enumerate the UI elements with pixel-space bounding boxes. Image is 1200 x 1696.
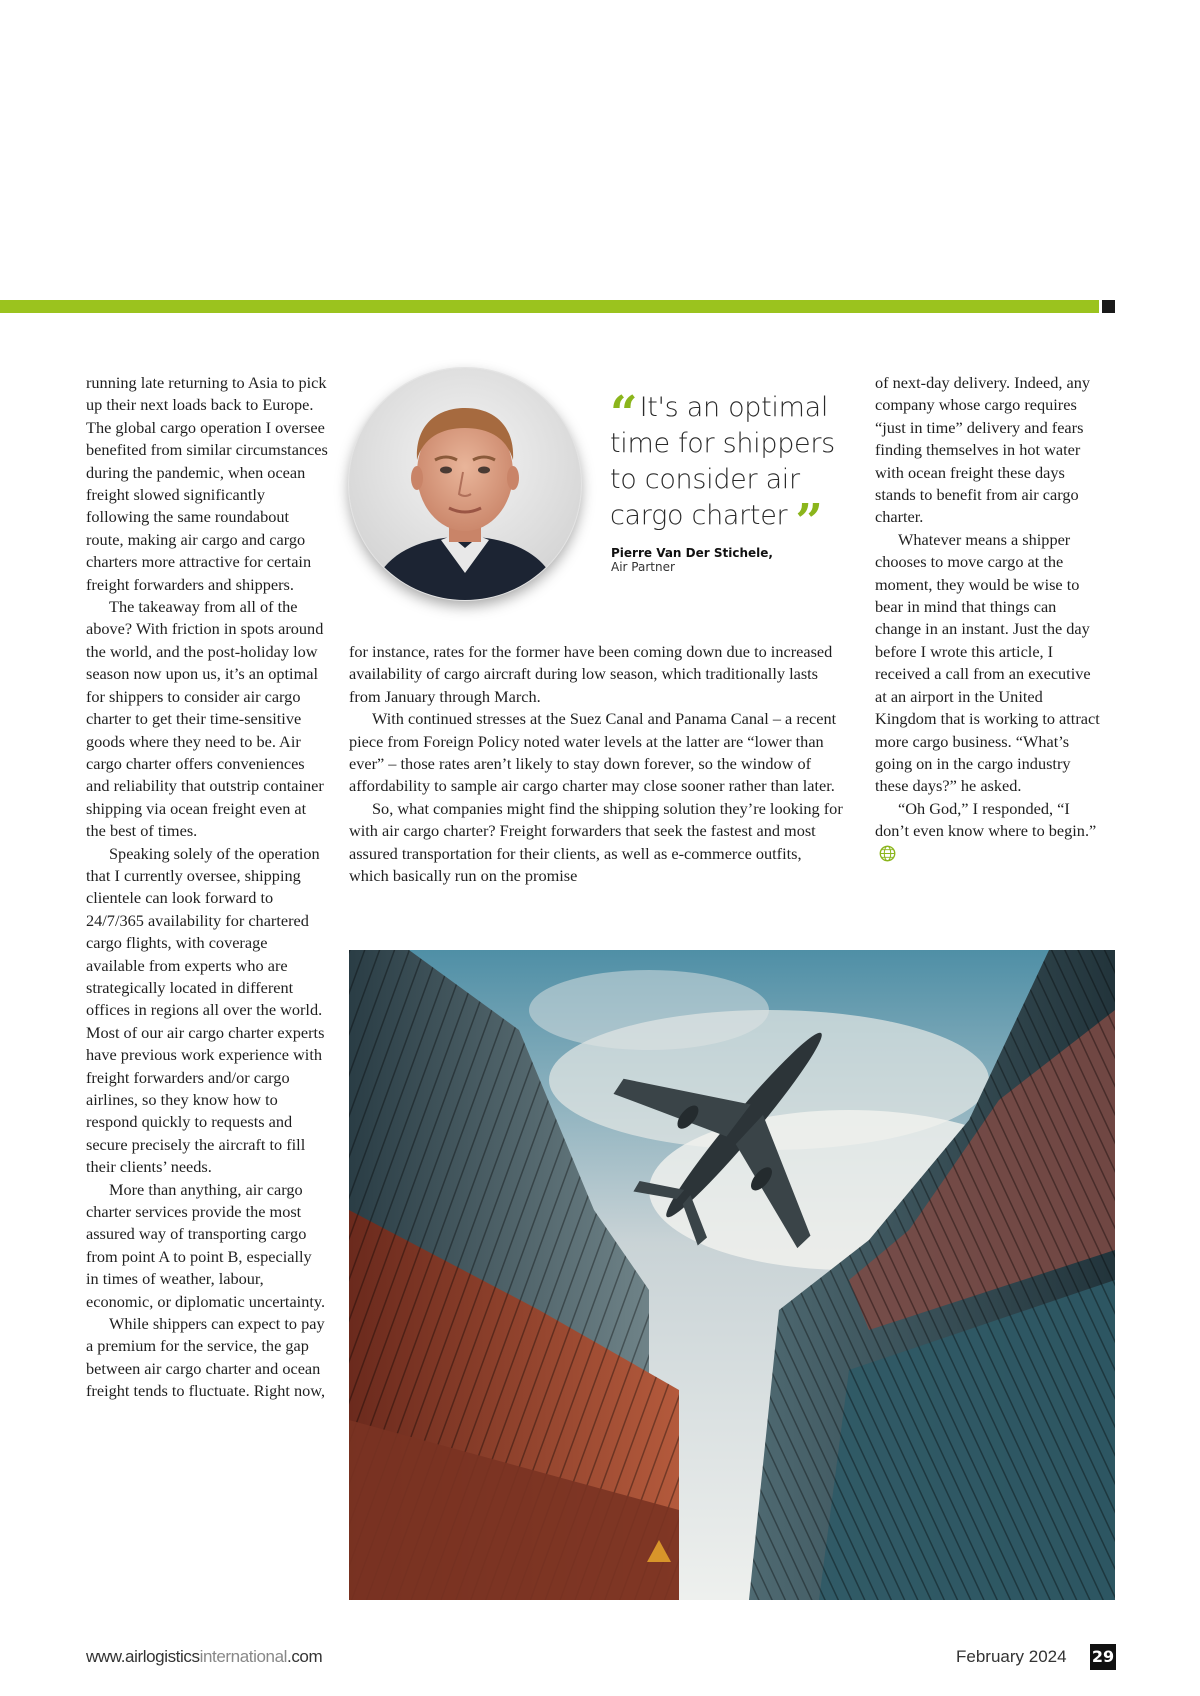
- paragraph: While shippers can expect to pay a premium for the service, the gap between air cargo charter and ocean freight tends to fluctuate. Right now,: [86, 1314, 326, 1401]
- section-divider-bar: [0, 300, 1099, 313]
- paragraph: Speaking solely of the operation that I currently oversee, shipping clientele can look forward to 24/7/365 availability for chartered cargo flights, with coverage available from experts who are strategically located in different offices in regions all over the world. Most of our air cargo charter experts have previous work experience with freight forwarders and/or cargo airlines, so they know how to respond quickly to requests and secure precisely the aircraft to fill their clients’ needs.: [86, 843, 325, 1177]
- article-column-1: [86, 372, 328, 1403]
- author-portrait: [349, 368, 581, 600]
- footer-website-url[interactable]: [86, 1647, 322, 1667]
- paragraph: running late returning to Asia to pick up their next loads back to Europe. The global cargo operation I oversee benefited from similar circumstances during the pandemic, when ocean freight slowed significantly following the same roundabout route, making air cargo and cargo charters more attractive for certain freight forwarders and shippers.: [86, 373, 328, 594]
- closing-paragraph-text: “Oh God,” I responded, “I don’t even know where to begin.”: [875, 798, 1097, 841]
- close-quote-icon: ”: [795, 494, 817, 550]
- paragraph: Whatever means a shipper chooses to move cargo at the moment, they would be wise to bear in mind that things can change in an instant. Just the day before I wrote this article, I received a call from an executive at an airport in the United Kingdom that is working to attract more cargo business. “What’s going on in the cargo industry these days?” he asked.: [875, 529, 1100, 796]
- article-column-2: [349, 641, 843, 887]
- cargo-plane-photo: [349, 950, 1115, 1600]
- url-prefix: www.airlogistics: [86, 1647, 200, 1666]
- paragraph: of next-day delivery. Indeed, any company whose cargo requires “just in time” delivery and fears finding themselves in hot water with ocean freight these days stands to benefit from air cargo charter.: [875, 373, 1091, 527]
- paragraph: The takeaway from all of the above? With friction in spots around the world, and the post-holiday low season now upon us, it’s an optimal for shippers to consider air cargo charter to get their time-sensitive goods where they need to be. Air cargo charter offers conveniences and reliability that outstrip container shipping via ocean freight even at the best of times.: [86, 597, 324, 841]
- url-middle: international: [199, 1647, 287, 1666]
- pull-quote-attribution: [611, 546, 851, 574]
- paragraph: for instance, rates for the former have been coming down due to increased availability of cargo aircraft during low season, which traditionally lasts from January through March.: [349, 642, 833, 706]
- url-suffix: .com: [287, 1647, 323, 1666]
- attribution-organization: Air Partner: [611, 560, 675, 574]
- paragraph: [875, 798, 1105, 865]
- pull-quote-text: It's an optimal time for shippers to consider air cargo charter: [610, 392, 835, 531]
- paragraph: More than anything, air cargo charter services provide the most assured way of transporting cargo from point A to point B, especially in times of weather, labour, economic, or diplomatic uncertainty.: [86, 1179, 326, 1311]
- open-quote-icon: “: [610, 386, 632, 442]
- paragraph: With continued stresses at the Suez Canal and Panama Canal – a recent piece from Foreign Policy noted water levels at the latter are “lower than ever” – those rates aren’t likely to stay down forever, so the window of affordability to sample air cargo charter may close sooner rather than later.: [349, 709, 837, 796]
- portrait-illustration: [349, 368, 581, 600]
- page-number-badge: 29: [1090, 1644, 1116, 1670]
- divider-end-square: [1102, 300, 1115, 313]
- attribution-name: Pierre Van Der Stichele,: [611, 546, 773, 560]
- pull-quote: [610, 386, 860, 550]
- airplane-over-containers-illustration: [349, 950, 1115, 1600]
- article-column-3: [875, 372, 1105, 865]
- issue-date: February 2024: [956, 1647, 1067, 1666]
- paragraph: So, what companies might find the shipping solution they’re looking for with air cargo charter? Freight forwarders that seek the fastest and most assured transportation for their clients, as well as e-commerce outfits, which basically run on the promise: [349, 798, 843, 886]
- globe-end-mark-icon: [879, 845, 896, 862]
